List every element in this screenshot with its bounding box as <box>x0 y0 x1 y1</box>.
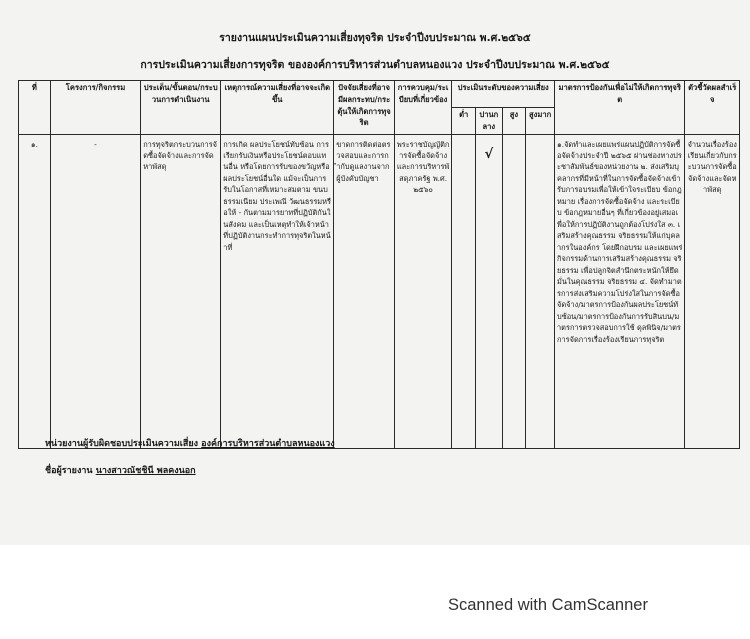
header-no: ที่ <box>19 81 51 135</box>
reporter-name: นางสาวณัชชินี พลคงนอก <box>95 466 196 476</box>
cell-risk-factor: ขาดการติดต่อตรวจสอบและการกำกับดูแลงานจากผู้บังคับบัญชา <box>334 134 395 448</box>
cell-project: - <box>50 134 140 448</box>
header-control: การควบคุม/ระเบียบที่เกี่ยวข้อง <box>394 81 452 135</box>
cell-process: การทุจริตกระบวนการจัดซื้อจัดจ้างและการจัดหาพัสดุ <box>141 134 221 448</box>
cell-level-low <box>452 134 476 448</box>
cell-control: พระราชบัญญัติการจัดซื้อจัดจ้าง และการบริหารพัสดุภาครัฐ พ.ศ. ๒๕๖๐ <box>394 134 452 448</box>
camscanner-watermark: Scanned with CamScanner <box>448 596 648 614</box>
cell-level-high <box>502 134 526 448</box>
reporter-line <box>45 463 196 477</box>
header-measures: มาตรการป้องกันเพื่อไม่ให้เกิดการทุจริต <box>555 81 685 135</box>
reporter-label: ชื่อผู้รายงาน <box>45 466 93 476</box>
header-process: ประเด็น/ขั้นตอน/กระบวนการดำเนินงาน <box>141 81 221 135</box>
header-level-low: ต่ำ <box>452 108 476 135</box>
responsible-unit-value: องค์การบริหารส่วนตำบลหนองแวง <box>201 439 335 449</box>
header-risk-event: เหตุการณ์ความเสี่ยงที่อาจจะเกิดขึ้น <box>221 81 334 135</box>
header-project: โครงการ/กิจกรรม <box>50 81 140 135</box>
responsible-unit-label: หน่วยงานผู้รับผิดชอบประเมินความเสี่ยง <box>45 439 199 449</box>
report-subtitle: การประเมินความเสี่ยงการทุจริต ขององค์การบริหารส่วนตำบลหนองแวง ประจำปีงบประมาณ พ.ศ.๒๕๖๕ <box>140 59 610 71</box>
table-row <box>19 134 740 448</box>
header-risk-factor: ปัจจัยเสี่ยงที่อาจมีผลกระทบ/กระตุ้นให้เกิดการทุจริต <box>334 81 395 135</box>
cell-level-medium-check: √ <box>475 134 502 448</box>
cell-measures: ๑.จัดทำและเผยแพร่แผนปฏิบัติการจัดซื้อจัดจ้างประจำปี ๒๕๖๕ ผ่านช่องทางประชาสัมพันธ์ของหน่วยงาน ๒. ส่งเสริมบุคลากรที่มีหน้าที่ในการจัดซื้อจัดจ้างเข้ารับการอบรมเพื่อให้เข้าใจระเบียบ ข้อกฎหมาย เรื่องการจัดซื้อจัดจ้าง และระเบียบ ข้อกฎหมายอื่นๆ ที่เกี่ยวข้องอยู่เสมอเพื่อให้การปฏิบัติงานถูกต้องโปร่งใส ๓. เสริมสร้างคุณธรรม จริยธรรมให้แก่บุคลากรในองค์กร โดยฝึกอบรม และเผยแพร่กิจกรรมด้านการเสริมสร้างคุณธรรม จริยธรรม เพื่อปลูกจิตสำนึกตระหนักให้ยึดมั่นในคุณธรรม จริยธรรม ๔. จัดทำมาตรการส่งเสริมความโปร่งใสในการจัดซื้อจัดจ้าง/มาตรการป้องกันผลประโยชน์ทับซ้อน/มาตรการป้องกันการรับสินบน/มาตรการตรวจสอบการใช้ ดุลพินิจ/มาตรการจัดการเรื่องร้องเรียนการทุจริต <box>555 134 685 448</box>
cell-level-very-high <box>526 134 555 448</box>
header-risk-level-group: ประเมินระดับของความเสี่ยง <box>452 81 555 108</box>
header-level-very-high: สูงมาก <box>526 108 555 135</box>
header-level-medium: ปานกลาง <box>475 108 502 135</box>
header-indicator: ตัวชี้วัดผลสำเร็จ <box>685 81 740 135</box>
header-level-high: สูง <box>502 108 526 135</box>
responsible-unit-line <box>45 436 335 450</box>
table-header-row <box>19 81 740 108</box>
cell-risk-event: การเกิด ผลประโยชน์ทับซ้อน การเรียกรับเงินหรือประโยชน์ตอบแทนอื่น หรือโดยการรับของขวัญหรือ ผลประโยชน์อื่นใด แม้จะเป็นการ รับในโอกาสที่เหมาะสมตาม ขนบธรรมเนียม ประเพณี วัฒนธรรมหรือให้ - กันตามมารยาทที่ปฏิบัติกันในสังคม และเป็นเหตุทำให้เจ้าหน้าที่ปฏิบัติงานกระทำการทุจริตในหน้าที่ <box>221 134 334 448</box>
cell-indicator: จำนวนเรื่องร้องเรียนเกี่ยวกับกระบวนการจัดซื้อจัดจ้างและจัดหาพัสดุ <box>685 134 740 448</box>
risk-assessment-table <box>18 80 740 449</box>
cell-no: ๑. <box>19 134 51 448</box>
report-title: รายงานแผนประเมินความเสี่ยงทุจริต ประจำปีงบประมาณ พ.ศ.๒๕๖๕ <box>219 32 531 44</box>
